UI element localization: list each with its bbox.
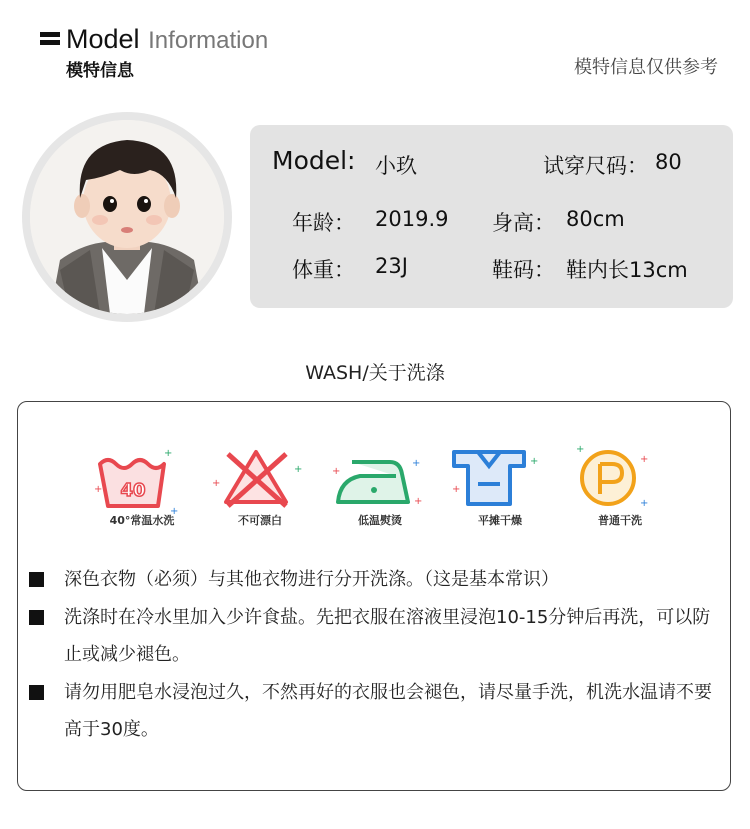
svg-text:+: +	[414, 496, 423, 507]
height-value: 80cm	[566, 207, 625, 231]
shoe-value: 鞋内长13cm	[566, 258, 688, 282]
model-name-label: Model:	[272, 146, 356, 175]
svg-text:+: +	[332, 466, 341, 477]
age-value: 2019.9	[375, 207, 449, 231]
page-subtitle: 模特信息	[66, 61, 134, 81]
size-label: 试穿尺码：	[543, 154, 648, 178]
svg-text:+: +	[164, 448, 173, 459]
dry-clean-label: 普通干洗	[598, 514, 642, 527]
dry-flat-label: 平摊干燥	[478, 514, 522, 527]
wash-rule: 深色衣物（必须）与其他衣物进行分开洗涤。（这是基本常识）	[64, 569, 559, 590]
svg-text:40: 40	[120, 480, 146, 501]
svg-text:+: +	[576, 444, 585, 455]
size-value: 80	[655, 150, 682, 174]
iron-low-label: 低温熨烫	[358, 514, 402, 527]
svg-text:+: +	[170, 506, 179, 517]
svg-text:+: +	[640, 454, 649, 465]
title-main: Model	[66, 24, 140, 54]
weight-label: 体重：	[292, 258, 355, 282]
svg-text:+: +	[452, 484, 461, 495]
wash-rule: 洗涤时在冷水里加入少许食盐。先把衣服在溶液里浸泡10-15分钟后再洗，可以防止或减少褪色。	[64, 607, 711, 665]
title-bars-icon	[40, 32, 60, 46]
svg-text:+: +	[212, 478, 221, 489]
weight-value: 23J	[375, 254, 408, 278]
age-label: 年龄：	[292, 211, 355, 235]
svg-text:+: +	[94, 484, 103, 495]
model-name-value: 小玖	[375, 154, 417, 178]
wash-rule: 请勿用肥皂水浸泡过久，不然再好的衣服也会褪色，请尽量手洗，机洗水温请不要高于30度。	[64, 682, 712, 740]
svg-text:+: +	[412, 458, 421, 469]
wash-40-label: 40°常温水洗	[109, 514, 175, 527]
page-title	[66, 23, 268, 57]
model-photo	[30, 120, 224, 314]
title-secondary: Information	[148, 27, 269, 54]
height-label: 身高：	[492, 211, 555, 235]
bullet-icon	[29, 610, 44, 625]
svg-text:+: +	[640, 498, 649, 509]
svg-text:+: +	[530, 456, 539, 467]
no-bleach-label: 不可漂白	[238, 514, 282, 527]
wash-title: WASH/关于洗涤	[305, 362, 445, 384]
shoe-label: 鞋码：	[492, 258, 555, 282]
model-avatar	[22, 112, 232, 322]
bullet-icon	[29, 572, 44, 587]
bullet-icon	[29, 685, 44, 700]
reference-note: 模特信息仅供参考	[574, 57, 718, 78]
svg-text:+: +	[294, 464, 303, 475]
